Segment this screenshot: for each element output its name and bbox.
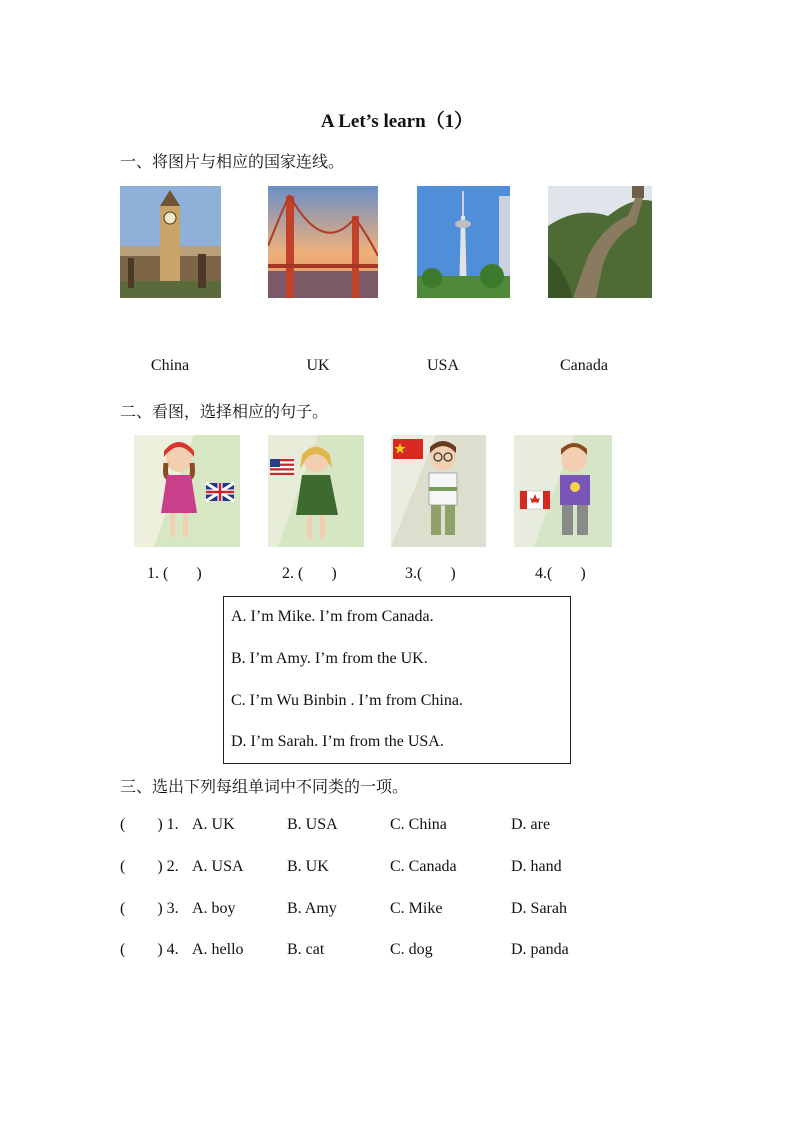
- section3-heading: 三、选出下列每组单词中不同类的一项。: [120, 779, 409, 796]
- girl-uk-flag-picture: [134, 435, 240, 547]
- option-b: B. I’m Amy. I’m from the UK.: [231, 650, 428, 667]
- cn-tower-photo: [417, 186, 510, 298]
- option-d: D. I’m Sarah. I’m from the USA.: [231, 733, 444, 750]
- choice-d: D. hand: [511, 858, 562, 875]
- question-bracket[interactable]: ( ) 4.: [120, 941, 179, 958]
- choice-c: C. dog: [390, 941, 433, 958]
- choice-a: A. boy: [192, 900, 236, 917]
- answer-blank-1[interactable]: 1. ( ): [147, 565, 202, 582]
- country-label-uk: UK: [306, 357, 330, 374]
- section2-heading: 二、看图，选择相应的句子。: [120, 404, 329, 421]
- option-c: C. I’m Wu Binbin . I’m from China.: [231, 692, 463, 709]
- question-bracket[interactable]: ( ) 2.: [120, 858, 179, 875]
- golden-gate-bridge-photo: [268, 186, 378, 298]
- choice-d: D. are: [511, 816, 551, 833]
- choice-b: B. UK: [287, 858, 329, 875]
- country-label-usa: USA: [426, 357, 459, 374]
- country-label-china: China: [150, 357, 190, 374]
- question-row: [120, 941, 680, 963]
- boy-canada-flag-picture: [514, 435, 612, 547]
- question-row: [120, 900, 680, 922]
- big-ben-photo: [120, 186, 221, 298]
- choice-b: B. USA: [287, 816, 338, 833]
- question-row: [120, 858, 680, 880]
- section1-heading: 一、将图片与相应的国家连线。: [120, 154, 345, 171]
- option-a: A. I’m Mike. I’m from Canada.: [231, 608, 434, 625]
- answer-blank-4[interactable]: 4.( ): [535, 565, 586, 582]
- country-label-canada: Canada: [560, 357, 608, 374]
- choice-a: A. hello: [192, 941, 244, 958]
- question-bracket[interactable]: ( ) 3.: [120, 900, 179, 917]
- great-wall-photo: [548, 186, 652, 298]
- girl-usa-flag-picture: [268, 435, 364, 547]
- page-title: A Let’s learn（1）: [320, 111, 474, 132]
- choice-b: B. Amy: [287, 900, 337, 917]
- options-box: [223, 596, 571, 764]
- answer-blank-2[interactable]: 2. ( ): [282, 565, 337, 582]
- choice-b: B. cat: [287, 941, 325, 958]
- choice-d: D. Sarah: [511, 900, 567, 917]
- boy-china-flag-picture: [391, 435, 486, 547]
- answer-blank-3[interactable]: 3.( ): [405, 565, 456, 582]
- choice-c: C. Canada: [390, 858, 457, 875]
- choice-c: C. Mike: [390, 900, 443, 917]
- choice-a: A. UK: [192, 816, 235, 833]
- choice-d: D. panda: [511, 941, 569, 958]
- choice-a: A. USA: [192, 858, 244, 875]
- choice-c: C. China: [390, 816, 447, 833]
- question-bracket[interactable]: ( ) 1.: [120, 816, 179, 833]
- question-row: [120, 816, 680, 838]
